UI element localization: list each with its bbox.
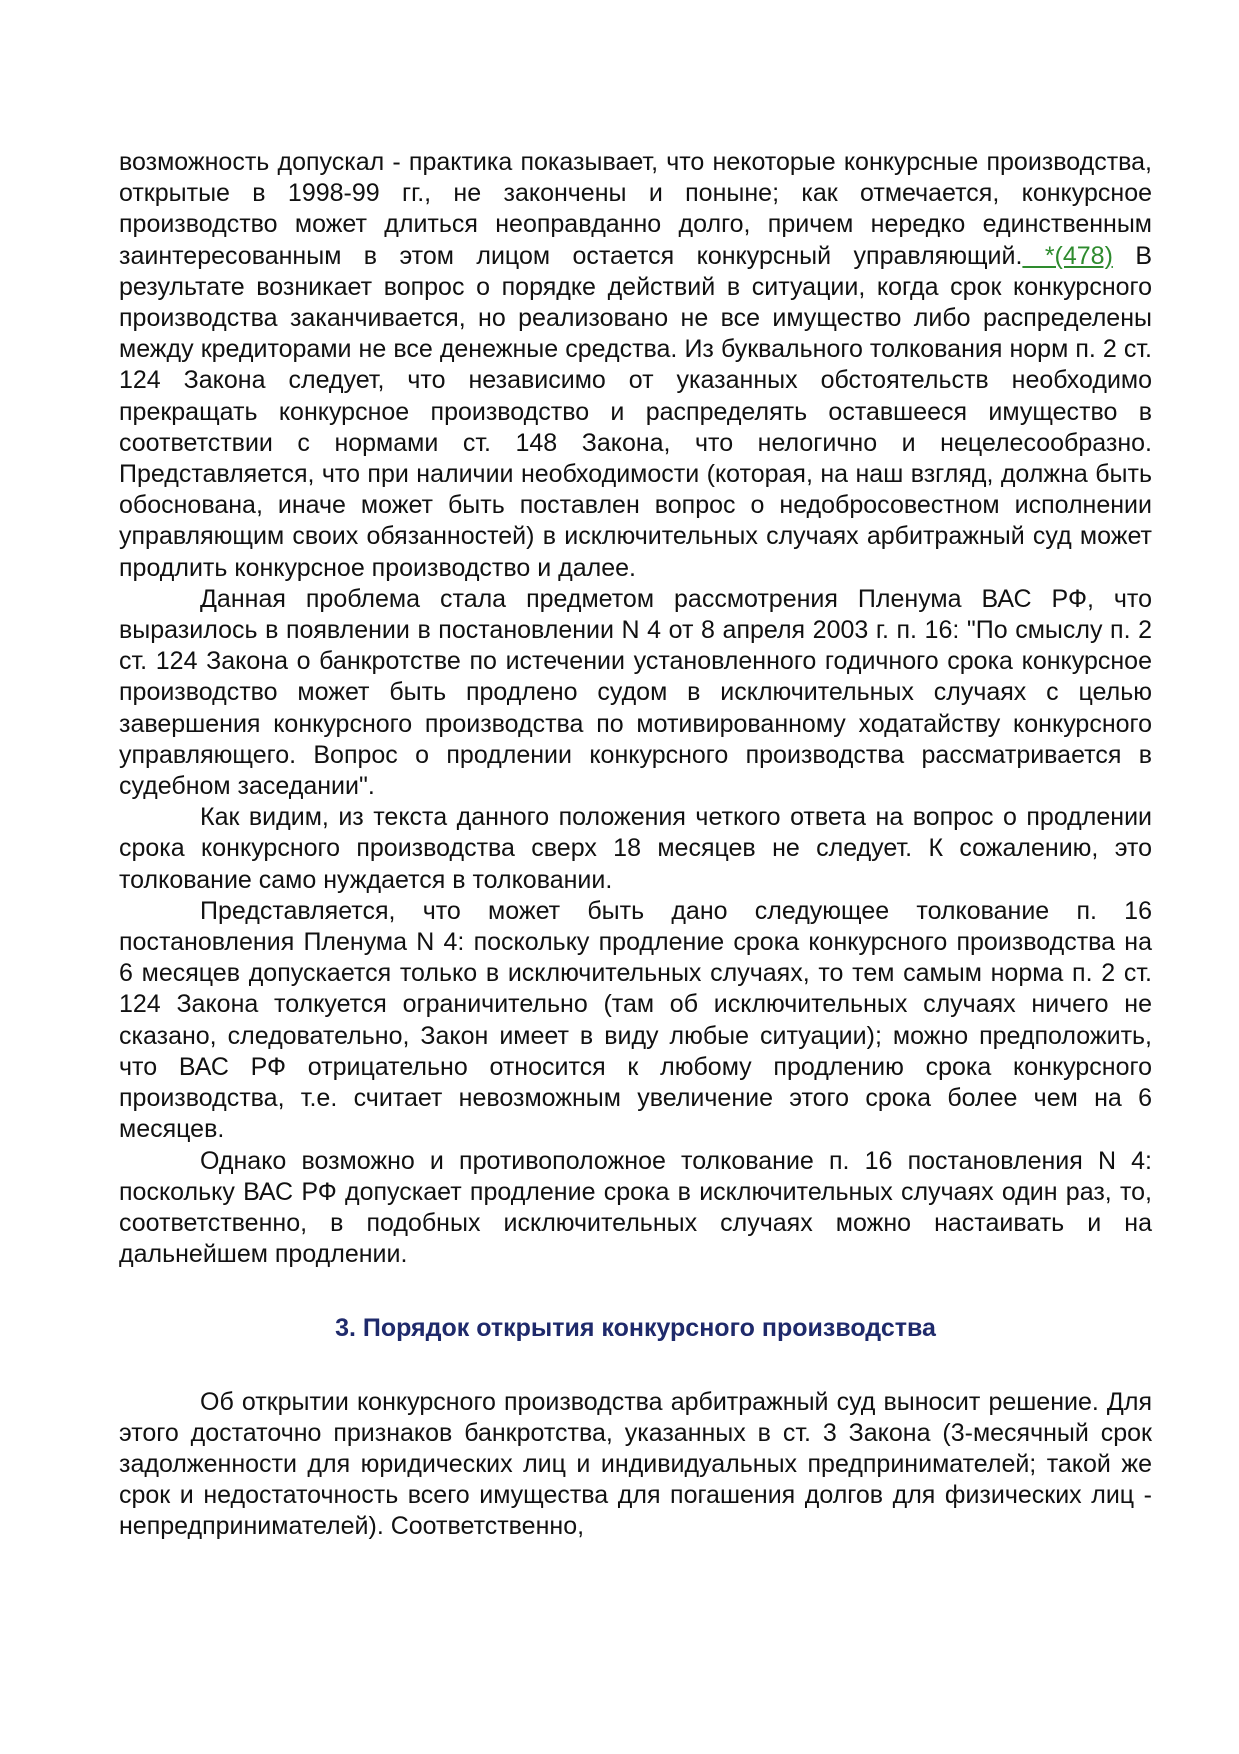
- paragraph-3: Как видим, из текста данного положения четкого ответа на вопрос о продлении срока конкурсного производства сверх 18 месяцев не следует. К сожалению, это толкование само нуждается в толковании.: [119, 803, 1152, 894]
- paragraph-6: Об открытии конкурсного производства арбитражный суд выносит решение. Для этого достаточно признаков банкротства, указанных в ст. 3 Закона (3-месячный срок задолженности для юридических лиц и индивидуальных предпринимателей; такой же срок и недостаточность всего имущества для погашения долгов для физических лиц - непредпринимателей). Соответственно,: [119, 1387, 1152, 1541]
- paragraph-2: Данная проблема стала предметом рассмотрения Пленума ВАС РФ, что выразилось в появлении в постановлении N 4 от 8 апреля 2003 г. п. 16: "По смыслу п. 2 ст. 124 Закона о банкротстве по истечении установленного годичного срока конкурсное производство может быть продлено судом в исключительных случаях с целью завершения конкурсного производства по мотивированному ходатайству конкурсного управляющего. Вопрос о продлении конкурсного производства рассматривается в судебном заседании".: [119, 584, 1152, 801]
- paragraph-1-text-start: возможность допускал - практика показывает, что некоторые конкурсные производства, открытые в 1998-99 гг., не закончены и поныне; как отмечается, конкурсное производство может длиться неоправданно долго, причем нередко единственным заинтересованным в этом лицом остается конкурсный управляющий.: [119, 148, 1152, 270]
- paragraph-4: Представляется, что может быть дано следующее толкование п. 16 постановления Пленума N 4: поскольку продление срока конкурсного производства на 6 месяцев допускается только в исключительных случаях, то тем самым норма п. 2 ст. 124 Закона толкуется ограничительно (там об исключительных случаях ничего не сказано, следовательно, Закон имеет в виду любые ситуации); можно предположить, что ВАС РФ отрицательно относится к любому продлению срока конкурсного производства, т.е. считает невозможным увеличение этого срока более чем на 6 месяцев.: [119, 896, 1152, 1144]
- paragraph-1-text-end: В результате возникает вопрос о порядке действий в ситуации, когда срок конкурсного производства заканчивается, но реализовано не все имущество либо распределены между кредиторами не все денежные средства. Из буквального толкования норм п. 2 ст. 124 Закона следует, что независимо от указанных обстоятельств необходимо прекращать конкурсное производство и распределять оставшееся имущество в соответствии с нормами ст. 148 Закона, что нелогично и нецелесообразно. Представляется, что при наличии необходимости (которая, на наш взгляд, должна быть обоснована, иначе может быть поставлен вопрос о недобросовестном исполнении управляющим своих обязанностей) в исключительных случаях арбитражный суд может продлить конкурсное производство и далее.: [119, 241, 1152, 582]
- paragraph-1: [119, 147, 1152, 584]
- document-page: [119, 147, 1152, 1543]
- section-heading: 3. Порядок открытия конкурсного производства: [335, 1314, 936, 1343]
- footnote-link-478[interactable]: *(478): [1022, 241, 1113, 270]
- paragraph-5: Однако возможно и противоположное толкование п. 16 постановления N 4: поскольку ВАС РФ допускает продление срока в исключительных случаях один раз, то, соответственно, в подобных исключительных случаях можно настаивать и на дальнейшем продлении.: [119, 1146, 1152, 1269]
